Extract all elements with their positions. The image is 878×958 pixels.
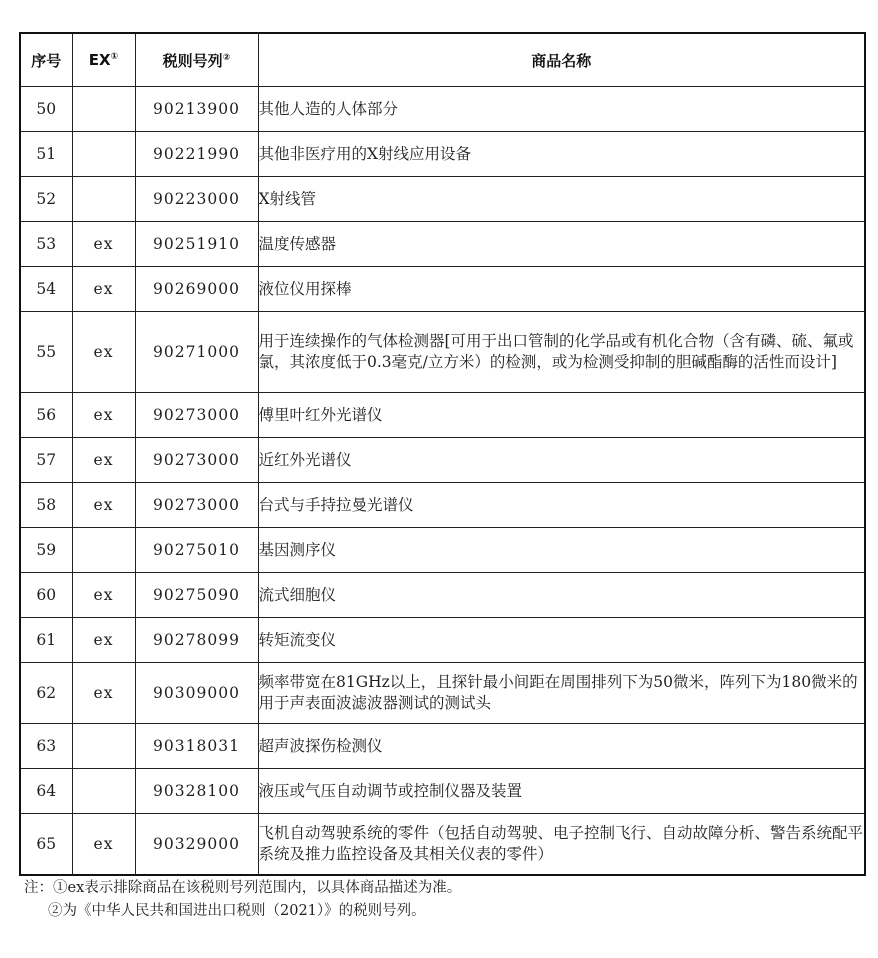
cell-ex: ex [72, 222, 135, 267]
cell-tariff-code: 90269000 [135, 267, 258, 312]
cell-tariff-code: 90273000 [135, 393, 258, 438]
cell-ex [72, 528, 135, 573]
cell-product-name: 台式与手持拉曼光谱仪 [258, 483, 865, 528]
footnote-ex: 注：①ex表示排除商品在该税则号列范围内，以具体商品描述为准。 [24, 880, 462, 896]
cell-seq: 51 [20, 132, 72, 177]
cell-ex: ex [72, 393, 135, 438]
table-row [20, 267, 865, 312]
cell-seq: 61 [20, 618, 72, 663]
cell-ex: ex [72, 663, 135, 724]
cell-product-name: 温度传感器 [258, 222, 865, 267]
cell-tariff-code: 90329000 [135, 814, 258, 876]
cell-tariff-code: 90223000 [135, 177, 258, 222]
cell-ex: ex [72, 618, 135, 663]
table-row [20, 87, 865, 132]
cell-tariff-code: 90221990 [135, 132, 258, 177]
cell-seq: 58 [20, 483, 72, 528]
cell-ex: ex [72, 438, 135, 483]
cell-seq: 65 [20, 814, 72, 876]
cell-seq: 57 [20, 438, 72, 483]
cell-product-name: 流式细胞仪 [258, 573, 865, 618]
table-header-row [20, 33, 865, 87]
cell-product-name: 液压或气压自动调节或控制仪器及装置 [258, 769, 865, 814]
cell-ex [72, 177, 135, 222]
cell-tariff-code: 90213900 [135, 87, 258, 132]
cell-ex: ex [72, 573, 135, 618]
cell-tariff-code: 90271000 [135, 312, 258, 393]
cell-tariff-code: 90278099 [135, 618, 258, 663]
cell-ex: ex [72, 814, 135, 876]
cell-product-name: 用于连续操作的气体检测器[可用于出口管制的化学品或有机化合物（含有磷、硫、氟或氯，其浓度低于0.3毫克/立方米）的检测，或为检测受抑制的胆碱酯酶的活性而设计] [258, 312, 865, 393]
cell-product-name: 其他人造的人体部分 [258, 87, 865, 132]
cell-tariff-code: 90273000 [135, 438, 258, 483]
table-row [20, 483, 865, 528]
cell-seq: 56 [20, 393, 72, 438]
header-seq: 序号 [20, 33, 72, 87]
cell-ex: ex [72, 267, 135, 312]
table-row [20, 438, 865, 483]
cell-tariff-code: 90275010 [135, 528, 258, 573]
cell-tariff-code: 90318031 [135, 724, 258, 769]
cell-seq: 64 [20, 769, 72, 814]
table-row [20, 618, 865, 663]
cell-seq: 63 [20, 724, 72, 769]
table-row [20, 177, 865, 222]
cell-ex: ex [72, 312, 135, 393]
cell-product-name: 傅里叶红外光谱仪 [258, 393, 865, 438]
cell-seq: 54 [20, 267, 72, 312]
cell-ex [72, 724, 135, 769]
cell-product-name: 液位仪用探棒 [258, 267, 865, 312]
table-row [20, 724, 865, 769]
table-row [20, 573, 865, 618]
table-row [20, 312, 865, 393]
header-code-footnote-mark: ② [222, 52, 231, 63]
table-row [20, 222, 865, 267]
cell-seq: 62 [20, 663, 72, 724]
cell-tariff-code: 90309000 [135, 663, 258, 724]
header-tariff-code: 税则号列② [135, 33, 258, 87]
table-row [20, 769, 865, 814]
cell-seq: 53 [20, 222, 72, 267]
cell-product-name: 基因测序仪 [258, 528, 865, 573]
cell-ex: ex [72, 483, 135, 528]
cell-product-name: 飞机自动驾驶系统的零件（包括自动驾驶、电子控制飞行、自动故障分析、警告系统配平系统及推力监控设备及其相关仪表的零件） [258, 814, 865, 876]
cell-seq: 52 [20, 177, 72, 222]
cell-product-name: 超声波探伤检测仪 [258, 724, 865, 769]
header-ex-footnote-mark: ① [110, 52, 119, 62]
cell-ex [72, 769, 135, 814]
commodity-table [19, 32, 866, 876]
cell-tariff-code: 90251910 [135, 222, 258, 267]
cell-product-name: 近红外光谱仪 [258, 438, 865, 483]
cell-ex [72, 132, 135, 177]
cell-seq: 50 [20, 87, 72, 132]
cell-tariff-code: 90273000 [135, 483, 258, 528]
footnotes [24, 877, 864, 923]
header-product-name: 商品名称 [258, 33, 865, 87]
table-row [20, 814, 865, 876]
cell-product-name: X射线管 [258, 177, 865, 222]
cell-seq: 55 [20, 312, 72, 393]
footnote-tariff-code: ②为《中华人民共和国进出口税则（2021）》的税则号列。 [48, 903, 426, 919]
table-row [20, 528, 865, 573]
table-row [20, 132, 865, 177]
cell-product-name: 转矩流变仪 [258, 618, 865, 663]
cell-tariff-code: 90275090 [135, 573, 258, 618]
table-row [20, 393, 865, 438]
cell-ex [72, 87, 135, 132]
header-ex: EX① [72, 33, 135, 87]
cell-seq: 60 [20, 573, 72, 618]
cell-tariff-code: 90328100 [135, 769, 258, 814]
table-row [20, 663, 865, 724]
cell-product-name: 其他非医疗用的X射线应用设备 [258, 132, 865, 177]
cell-seq: 59 [20, 528, 72, 573]
cell-product-name: 频率带宽在81GHz以上，且探针最小间距在周围排列下为50微米，阵列下为180微米的用于声表面波滤波器测试的测试头 [258, 663, 865, 724]
